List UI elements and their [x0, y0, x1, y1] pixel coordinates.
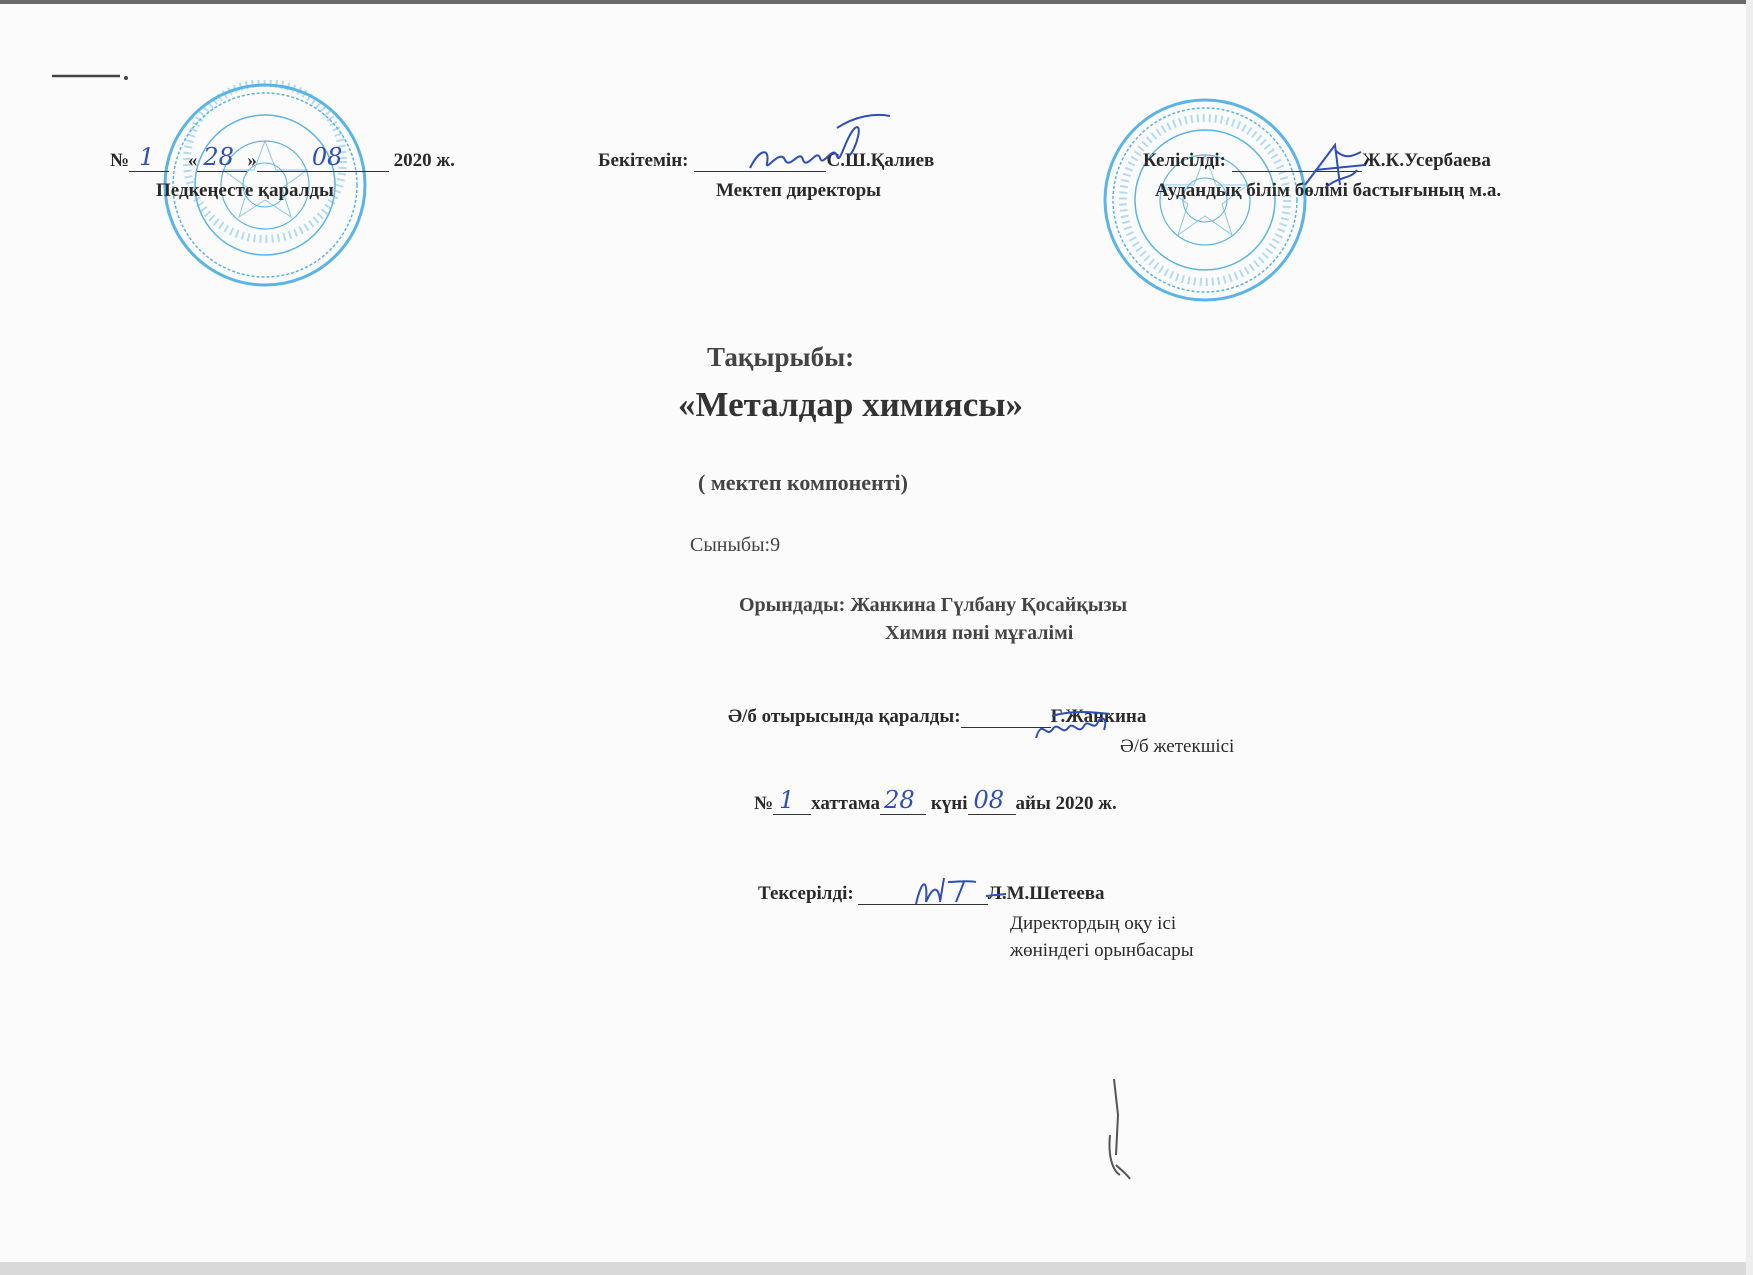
scan-bottom-edge — [0, 1262, 1753, 1275]
approve-label: Бекітемін: — [598, 150, 689, 171]
component-note: ( мектеп компоненті) — [698, 470, 908, 495]
protocol-month-handwriting: 08 — [311, 143, 343, 171]
review-name: Г.Жанкина — [1050, 706, 1147, 727]
scan-top-edge — [0, 0, 1753, 4]
minutes-text3: айы 2020 ж. — [1015, 793, 1117, 814]
scan-dash-mark — [50, 70, 130, 84]
performer: Орындады: Жанкина Гүлбану Қосайқызы — [739, 594, 1128, 616]
protocol-day-handwriting: 28 — [203, 143, 234, 171]
protocol-no-field — [129, 143, 169, 172]
agree-name: Ж.К.Усербаева — [1362, 150, 1491, 171]
protocol-caption: Педкеңесте қаралды — [156, 180, 334, 201]
grade: Сыныбы:9 — [690, 534, 781, 556]
checked-label: Тексерілді: — [758, 883, 854, 904]
topic-label: Тақырыбы: — [707, 342, 855, 372]
minutes-month-handwriting: 08 — [973, 786, 1005, 814]
agree-caption: Аудандық білім бөлімі бастығының м.а. — [1155, 180, 1502, 201]
checked-role-line2: жөніндегі орынбасары — [1010, 940, 1194, 961]
minutes-text1: хаттама — [811, 793, 881, 814]
agree-label: Келісілді: — [1143, 150, 1227, 171]
minutes-month-field — [968, 786, 1016, 815]
protocol-quote-open: « — [187, 150, 198, 171]
minutes-text2: күні — [930, 793, 968, 814]
checked-name: Л.М.Шетеева — [987, 883, 1105, 904]
review-signature — [1032, 708, 1112, 748]
protocol-month-field — [257, 143, 389, 172]
protocol-day-field — [197, 143, 247, 172]
checked-role-line1: Директордың оқу ісі — [1010, 913, 1177, 934]
protocol-quote-close: » — [247, 150, 257, 171]
protocol-no-sign: № — [110, 150, 130, 171]
minutes-no-handwriting: 1 — [779, 786, 795, 814]
scan-artifact — [1100, 1075, 1140, 1185]
protocol-line — [110, 143, 455, 172]
minutes-no-sign: № — [754, 793, 774, 814]
performer-role: Химия пәні мұғалімі — [885, 622, 1074, 644]
scan-right-edge — [1746, 0, 1753, 1275]
approve-caption: Мектеп директоры — [716, 180, 882, 201]
review-label: Ә/б отырысында қаралды: — [728, 706, 961, 727]
topic-title: «Металдар химиясы» — [678, 385, 1024, 424]
protocol-year: 2020 ж. — [393, 150, 455, 171]
review-role: Ә/б жетекшісі — [1120, 736, 1235, 757]
minutes-day-handwriting: 28 — [884, 786, 915, 814]
minutes-line — [754, 786, 1117, 815]
minutes-day-field — [880, 786, 926, 815]
checked-signature — [910, 868, 1020, 913]
approve-name: С.Ш.Қалиев — [826, 150, 935, 171]
minutes-no-field — [773, 786, 811, 815]
approve-signature — [745, 108, 895, 183]
protocol-no-handwriting: 1 — [139, 143, 155, 171]
